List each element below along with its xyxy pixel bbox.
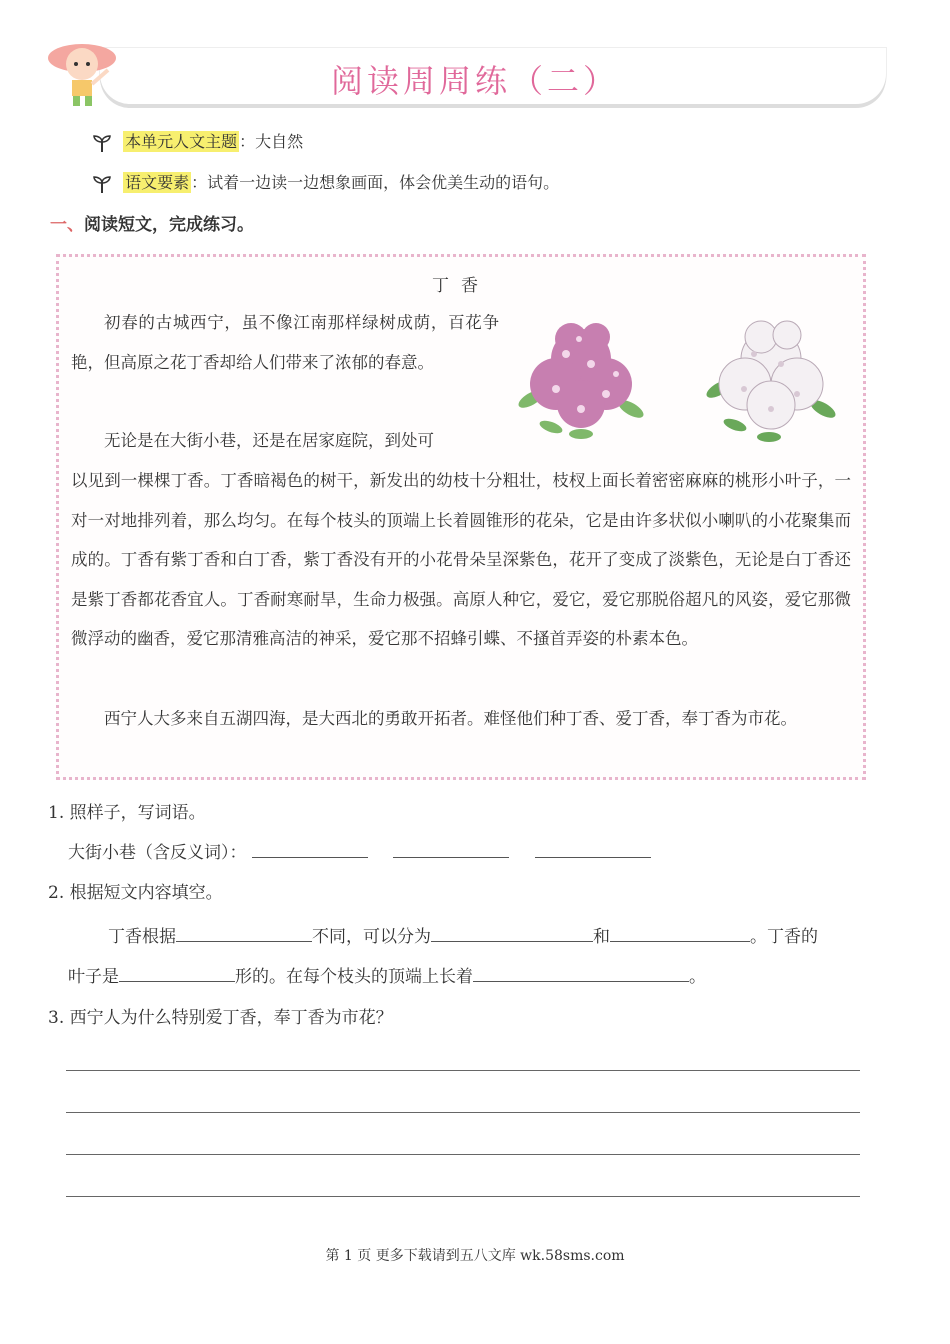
section-number: 一、 [50,215,84,235]
answer-blank[interactable] [119,980,235,982]
answer-blank[interactable] [252,856,368,858]
sprout-icon [92,134,112,152]
answer-blank[interactable] [393,856,509,858]
question-1: 1. 照样子，写词语。 [48,803,206,823]
theme-value: ：大自然 [239,132,304,151]
skill-label: 语文要素 [125,173,190,192]
answer-blank[interactable] [431,940,593,942]
white-lilac-image [699,309,843,449]
purple-lilac-image [511,309,651,449]
q2-text-c: 和 [593,927,610,947]
answer-blank[interactable] [473,980,689,982]
passage-paragraph-2-start: 无论是在大街小巷，还是在居家庭院，到处可 [104,431,434,450]
question-1-example [68,838,651,863]
answer-blank[interactable] [535,856,651,858]
q2-text-a: 丁香根据 [108,927,176,947]
q2-text-b: 不同，可以分为 [312,927,431,947]
section-title: 阅读短文，完成练习。 [84,215,254,235]
answer-line[interactable] [66,1112,860,1113]
passage-paragraph-1: 初春的古城西宁，虽不像江南那样绿树成荫，百花争艳，但高原之花丁香却给人们带来了浓郁的春意。 [71,313,499,372]
question-3: 3. 西宁人为什么特别爱丁香，奉丁香为市花？ [48,1008,393,1028]
passage-box [56,254,866,780]
skill-line [92,170,559,193]
skill-value: ：试着一边读一边想象画面，体会优美生动的语句。 [191,173,560,192]
section-heading [50,210,254,235]
passage-title: 丁香 [432,276,490,296]
q2-text-e: 叶子是 [68,967,119,987]
theme-label: 本单元人文主题 [125,132,238,151]
q2-text-d: 。丁香的 [750,927,818,947]
sprout-icon [92,175,112,193]
q2-text-f: 形的。在每个枝头的顶端上长着 [235,967,473,987]
page-title: 阅读周周练（二） [330,62,619,100]
answer-line[interactable] [66,1196,860,1197]
answer-line[interactable] [66,1070,860,1071]
answer-blank[interactable] [610,940,750,942]
page-footer: 第 1 页 更多下载请到五八文库 wk.58sms.com [325,1248,625,1264]
question-2-line-1 [108,922,818,947]
question-2-line-2 [68,962,706,987]
answer-blank[interactable] [176,940,312,942]
question-2: 2. 根据短文内容填空。 [48,883,223,903]
passage-paragraph-3: 西宁人大多来自五湖四海，是大西北的勇敢开拓者。难怪他们种丁香、爱丁香，奉丁香为市花。 [104,709,797,728]
passage-paragraph-2: 以见到一棵棵丁香。丁香暗褐色的树干，新发出的幼枝十分粗壮，枝杈上面长着密密麻麻的桃形小叶子，一对一对地排列着，那么均匀。在每个枝头的顶端上长着圆锥形的花朵，它是由许多状似小喇叭的小花聚集而成的。丁香有紫丁香和白丁香，紫丁香没有开的小花骨朵呈深紫色，花开了变成了淡紫色，无论是白丁香还是紫丁香都花香宜人。丁香耐寒耐旱，生命力极强。高原人种它，爱它，爱它那脱俗超凡的风姿，爱它那微微浮动的幽香，爱它那清雅高洁的神采，爱它那不招蜂引蝶、不搔首弄姿的朴素本色。 [71,471,851,648]
answer-line[interactable] [66,1154,860,1155]
q1-example-text: 大街小巷（含反义词）： [68,843,247,863]
q2-text-g: 。 [689,967,706,987]
theme-line [92,129,303,152]
